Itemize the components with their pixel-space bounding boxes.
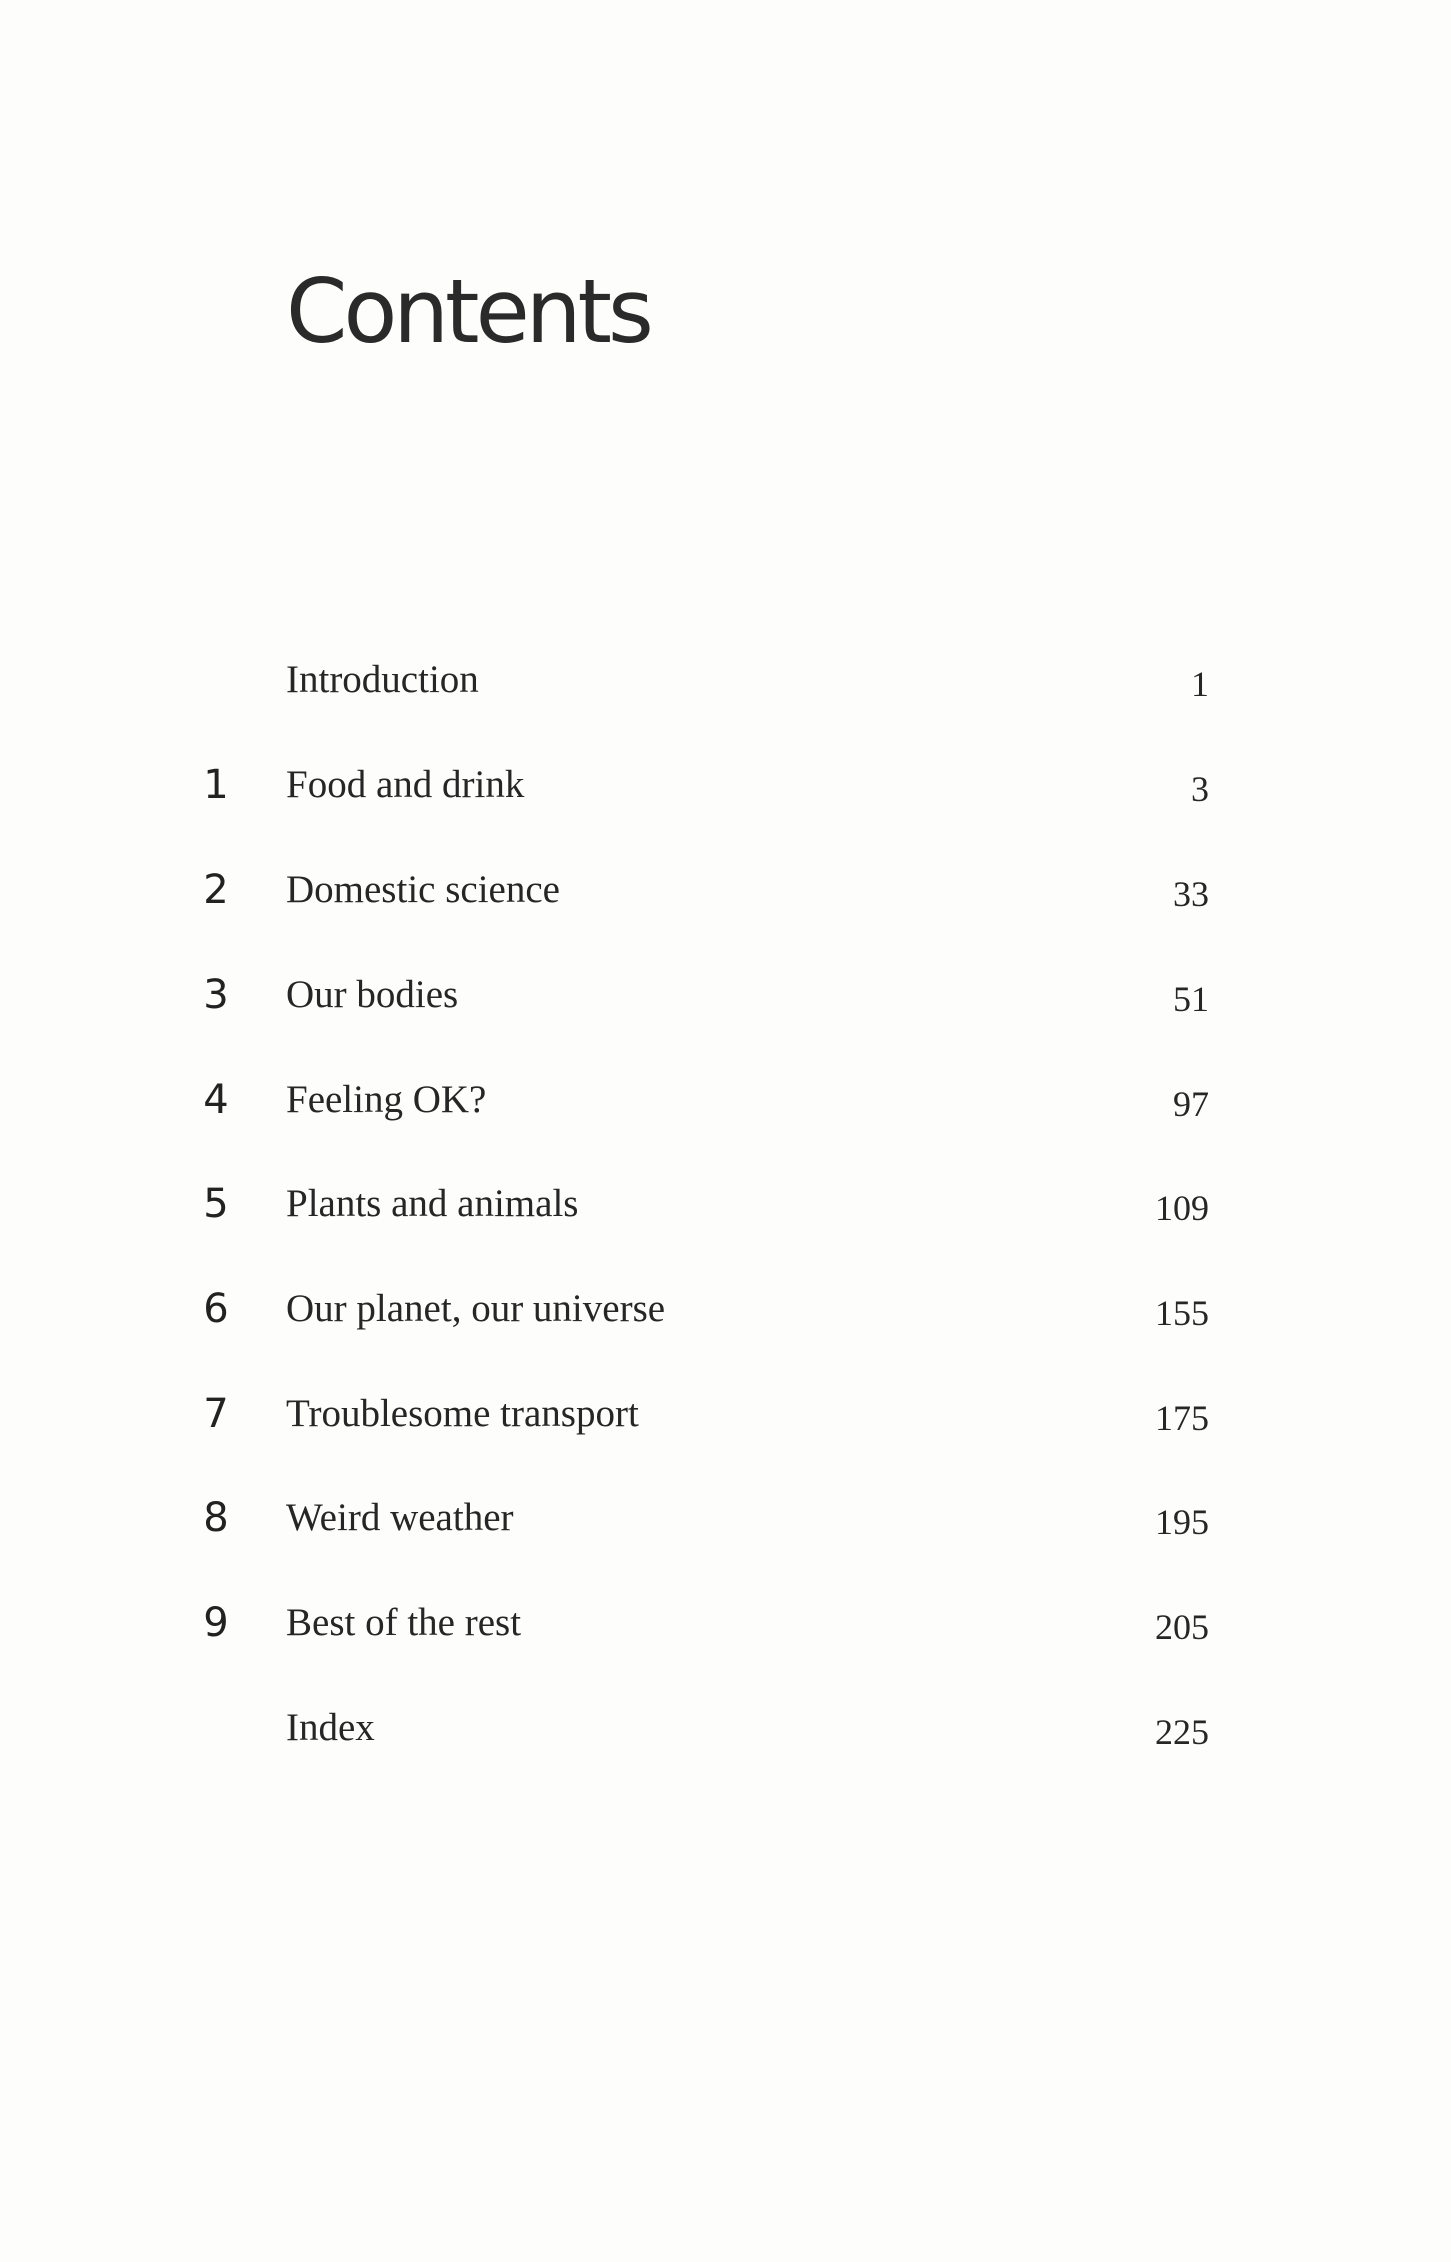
chapter-number: 8 [203,1495,229,1541]
toc-entry-index [0,1688,1451,1768]
chapter-title: Plants and animals [286,1182,579,1225]
page-number: 51 [1173,979,1209,1019]
page-number: 155 [1155,1293,1209,1333]
chapter-title: Feeling OK? [286,1078,487,1121]
chapter-title: Weird weather [286,1496,514,1539]
page-number: 205 [1155,1607,1209,1647]
toc-entry-introduction [0,640,1451,720]
page-number: 33 [1173,874,1209,914]
toc-entry-chapter-8 [0,1478,1451,1558]
chapter-title: Food and drink [286,763,525,806]
toc-entry-chapter-3 [0,955,1451,1035]
chapter-title: Our bodies [286,973,459,1016]
page-number: 109 [1155,1188,1209,1228]
toc-entry-chapter-9 [0,1583,1451,1663]
chapter-title: Domestic science [286,868,560,911]
page-number: 195 [1155,1502,1209,1542]
chapter-number: 2 [203,867,229,913]
toc-entry-chapter-7 [0,1374,1451,1454]
page-number: 97 [1173,1084,1209,1124]
page-number: 175 [1155,1398,1209,1438]
chapter-number: 5 [203,1181,229,1227]
toc-entry-chapter-1 [0,745,1451,825]
chapter-number: 7 [203,1391,229,1437]
chapter-number: 6 [203,1286,229,1332]
chapter-number: 4 [203,1077,229,1123]
page-number: 3 [1191,769,1209,809]
toc-entry-chapter-4 [0,1060,1451,1140]
page-number: 225 [1155,1712,1209,1752]
chapter-title: Index [286,1706,375,1749]
toc-entry-chapter-5 [0,1164,1451,1244]
chapter-title: Introduction [286,658,479,701]
toc-entry-chapter-2 [0,850,1451,930]
chapter-title: Our planet, our universe [286,1287,666,1330]
page-title: Contents [286,260,650,363]
chapter-title: Best of the rest [286,1601,522,1644]
chapter-title: Troublesome transport [286,1392,639,1435]
toc-entry-chapter-6 [0,1269,1451,1349]
chapter-number: 3 [203,972,229,1018]
chapter-number: 9 [203,1600,229,1646]
chapter-number: 1 [203,762,229,808]
page-number: 1 [1191,664,1209,704]
